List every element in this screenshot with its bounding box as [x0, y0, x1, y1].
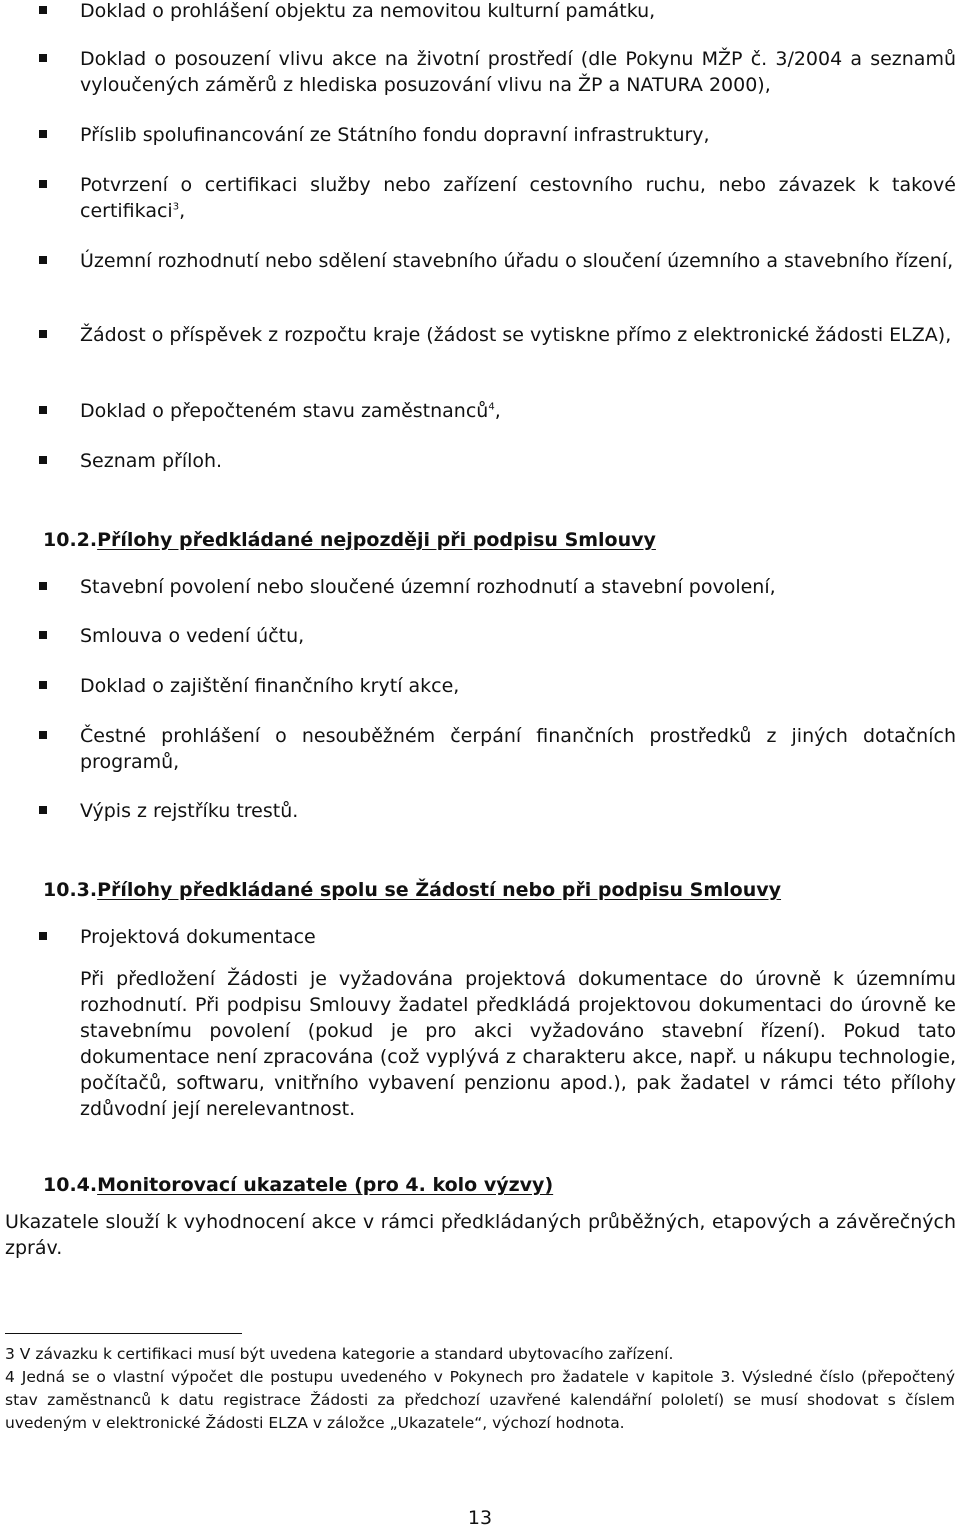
list-item [80, 798, 956, 824]
section-number: 10.4. [43, 1174, 98, 1196]
section-number: 10.2. [43, 529, 98, 551]
footnote-ref: 4 [488, 401, 495, 413]
page-number: 13 [467, 1507, 493, 1529]
list-item-text: Doklad o posouzení vlivu akce na životní prostředí (dle Pokynu MŽP č. 3/2004 a seznamů vyloučených záměrů z hlediska posuzování vlivu na ŽP a NATURA 2000), [80, 48, 956, 96]
list-item [80, 448, 956, 474]
section-heading [43, 527, 656, 553]
list-item [80, 248, 956, 274]
list-item-suffix: , [179, 200, 186, 222]
list-item-text: Doklad o přepočteném stavu zaměstnanců [80, 400, 489, 422]
list-item-text: Doklad o prohlášení objektu za nemovitou kulturní památku, [80, 0, 656, 22]
footnote-separator [5, 1333, 242, 1334]
section-number: 10.3. [43, 879, 98, 901]
list-item [80, 122, 956, 148]
list-item-text: Žádost o příspěvek z rozpočtu kraje (žádost se vytiskne přímo z elektronické žádosti ELZA), [80, 324, 952, 346]
footnote: 3 V závazku k certifikaci musí být uvedena kategorie a standard ubytovacího zařízení. [5, 1345, 674, 1363]
list-item [80, 322, 956, 348]
list-item [80, 723, 956, 775]
list-item [80, 46, 956, 98]
list-item [80, 924, 956, 950]
section-title: Monitorovací ukazatele (pro 4. kolo výzvy) [97, 1174, 554, 1196]
footnote-ref: 3 [172, 201, 180, 213]
list-item [80, 673, 956, 699]
list-item-text: Příslib spolufinancování ze Státního fondu dopravní infrastruktury, [80, 124, 710, 146]
section-paragraph: Ukazatele slouží k vyhodnocení akce v rámci předkládaných průběžných, etapových a závěrečných zpráv. [5, 1211, 956, 1259]
section-heading [43, 877, 781, 903]
section-title: Přílohy předkládané nejpozději při podpisu Smlouvy [97, 529, 656, 551]
list-item [80, 398, 956, 424]
list-item-text: Stavební povolení nebo sloučené územní rozhodnutí a stavební povolení, [80, 576, 776, 598]
section-paragraph: Při předložení Žádosti je vyžadována projektová dokumentace do úrovně k územnímu rozhodnutí. Při podpisu Smlouvy žadatel předkládá projektovou dokumentaci do úrovně ke stavebnímu povolení (pokud je pro akci vyžadováno stavební řízení). Pokud tato dokumentace není zpracována (což vyplývá z charakteru akce, např. u nákupu technologie, počítačů, softwaru, vnitřního vybavení penzionu apod.), pak žadatel v rámci této přílohy zdůvodní její nerelevantnost. [80, 968, 956, 1120]
list-item-text: Smlouva o vedení účtu, [80, 625, 305, 647]
list-item-text: Potvrzení o certifikaci služby nebo zařízení cestovního ruchu, nebo závazek k takové certifikaci [80, 174, 956, 222]
list-item-suffix: , [494, 400, 501, 422]
list-item-text: Doklad o zajištění finančního krytí akce, [80, 675, 460, 697]
footnote: 4 Jedná se o vlastní výpočet dle postupu uvedeného v Pokynech pro žadatele v kapitole 3. Výsledné číslo (přepočtený stav zaměstnanců k datu registrace Žádosti za předchozí uzavřené kalendářní pololetí) se musí shodovat s číslem uvedeným v elektronické Žádosti ELZA v záložce „Ukazatele“, výchozí hodnota. [5, 1368, 955, 1432]
list-item-text: Projektová dokumentace [80, 926, 316, 948]
list-item-text: Seznam příloh. [80, 450, 223, 472]
section-heading [43, 1172, 553, 1198]
section-title: Přílohy předkládané spolu se Žádostí nebo při podpisu Smlouvy [97, 879, 782, 901]
list-item [80, 0, 956, 24]
list-item [80, 172, 956, 224]
list-item [80, 623, 956, 649]
list-item-text: Výpis z rejstříku trestů. [80, 800, 299, 822]
list-item [80, 574, 956, 600]
list-item-text: Územní rozhodnutí nebo sdělení stavebního úřadu o sloučení územního a stavebního řízení, [80, 250, 954, 272]
list-item-text: Čestné prohlášení o nesouběžném čerpání finančních prostředků z jiných dotačních programů, [80, 725, 956, 773]
